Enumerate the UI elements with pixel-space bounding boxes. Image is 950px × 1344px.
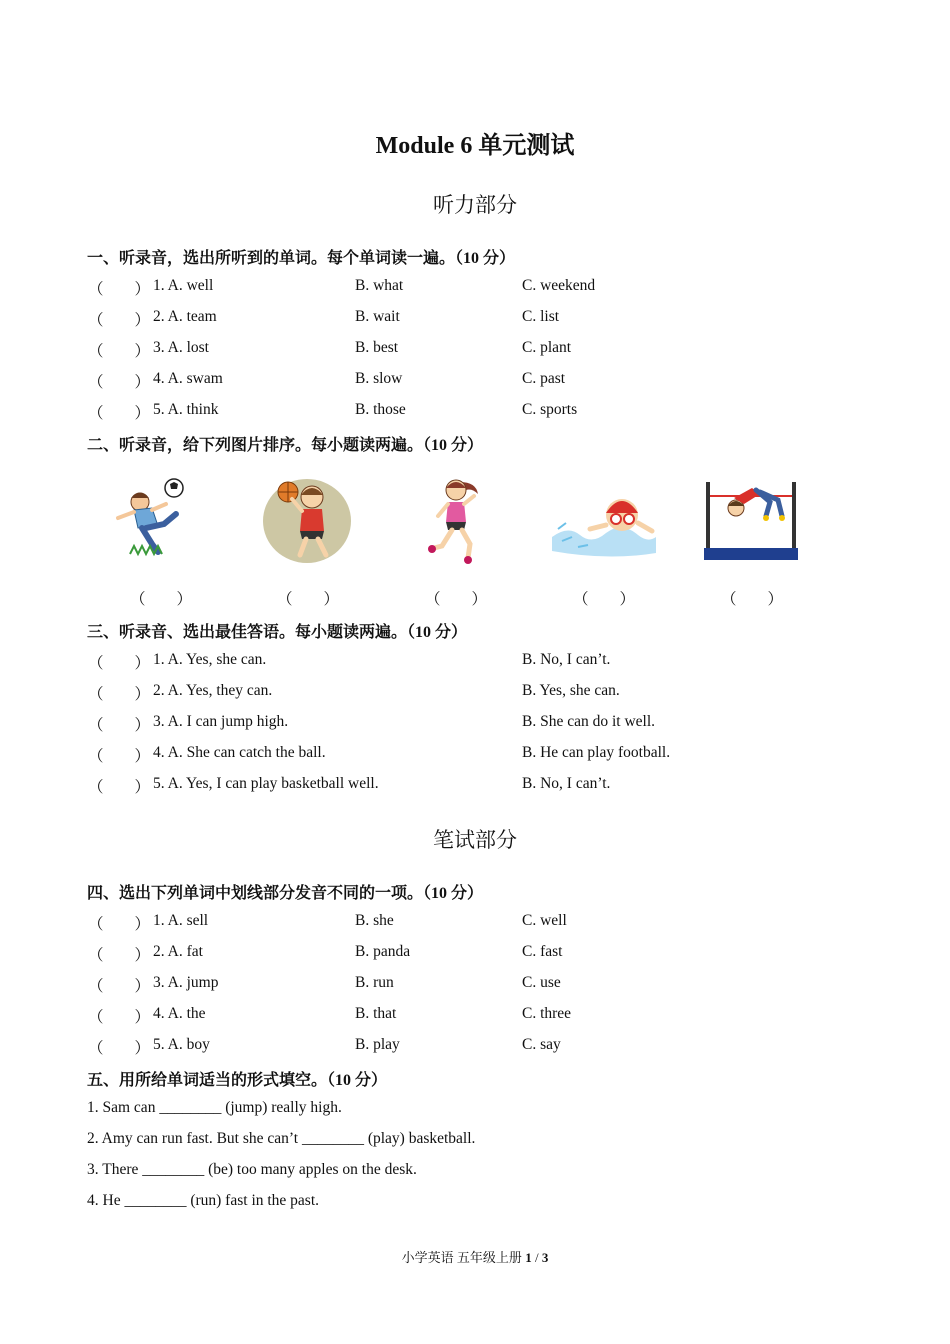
answer-blank[interactable]: （ ） bbox=[88, 343, 151, 360]
option-c: C. use bbox=[522, 974, 561, 991]
option-b: B. wait bbox=[355, 308, 400, 325]
option-b: B. those bbox=[355, 401, 406, 418]
answer-blank[interactable]: （ ） bbox=[88, 779, 151, 796]
option-c: C. well bbox=[522, 912, 567, 929]
football-kick-icon bbox=[108, 474, 200, 562]
option-b: B. she bbox=[355, 912, 394, 929]
option-a: 1. A. Yes, she can. bbox=[153, 651, 267, 668]
answer-blank[interactable]: （ ） bbox=[88, 312, 151, 329]
option-c: C. sports bbox=[522, 401, 578, 418]
swimming-boy-icon bbox=[548, 485, 660, 563]
running-girl-icon bbox=[418, 474, 488, 566]
option-a: 3. A. jump bbox=[153, 974, 219, 991]
answer-blank[interactable]: （ ） bbox=[88, 405, 151, 422]
answer-blank[interactable]: （ ） bbox=[88, 947, 151, 964]
option-c: C. list bbox=[522, 308, 560, 325]
option-a: 2. A. team bbox=[153, 308, 217, 325]
answer-blank[interactable]: （ ） bbox=[88, 916, 151, 933]
footer-page: 1 bbox=[525, 1250, 532, 1265]
option-b: B. run bbox=[355, 974, 394, 991]
answer-blank[interactable]: （ ） bbox=[88, 655, 151, 672]
option-a: 1. A. sell bbox=[153, 912, 209, 929]
option-c: C. past bbox=[522, 370, 566, 387]
option-b: B. slow bbox=[355, 370, 403, 387]
picture-blank-4[interactable]: （ ） bbox=[573, 591, 636, 608]
option-c: C. plant bbox=[522, 339, 572, 356]
option-a: 5. A. think bbox=[153, 401, 219, 418]
answer-blank[interactable]: （ ） bbox=[88, 978, 151, 995]
writing-section-title: 笔试部分 bbox=[433, 828, 517, 852]
basketball-player-icon bbox=[262, 475, 352, 565]
option-c: C. say bbox=[522, 1036, 561, 1053]
option-b: B. She can do it well. bbox=[522, 713, 656, 730]
high-jump-icon bbox=[704, 476, 798, 562]
fill-blank-sentence[interactable]: 2. Amy can run fast. But she can’t ________ (play) basketball. bbox=[87, 1130, 476, 1147]
option-a: 3. A. I can jump high. bbox=[153, 713, 289, 730]
option-b: B. No, I can’t. bbox=[522, 775, 611, 792]
listening-section-title: 听力部分 bbox=[433, 193, 517, 217]
answer-blank[interactable]: （ ） bbox=[88, 374, 151, 391]
footer-separator: / bbox=[531, 1250, 542, 1265]
picture-blank-2[interactable]: （ ） bbox=[277, 591, 340, 608]
fill-blank-sentence[interactable]: 4. He ________ (run) fast in the past. bbox=[87, 1192, 320, 1209]
option-a: 2. A. Yes, they can. bbox=[153, 682, 273, 699]
answer-blank[interactable]: （ ） bbox=[88, 1009, 151, 1026]
option-a: 4. A. swam bbox=[153, 370, 223, 387]
section3-heading: 三、听录音、选出最佳答语。每小题读两遍。（10 分） bbox=[87, 624, 468, 641]
option-c: C. weekend bbox=[522, 277, 596, 294]
option-b: B. Yes, she can. bbox=[522, 682, 620, 699]
option-a: 4. A. the bbox=[153, 1005, 206, 1022]
option-a: 1. A. well bbox=[153, 277, 214, 294]
option-a: 5. A. boy bbox=[153, 1036, 210, 1053]
section2-heading: 二、听录音，给下列图片排序。每小题读两遍。（10 分） bbox=[87, 437, 484, 454]
answer-blank[interactable]: （ ） bbox=[88, 748, 151, 765]
page-footer bbox=[0, 1247, 950, 1266]
answer-blank[interactable]: （ ） bbox=[88, 1040, 151, 1057]
option-a: 2. A. fat bbox=[153, 943, 203, 960]
option-b: B. play bbox=[355, 1036, 400, 1053]
section1-heading: 一、听录音，选出所听到的单词。每个单词读一遍。（10 分） bbox=[87, 250, 516, 267]
option-b: B. what bbox=[355, 277, 404, 294]
answer-blank[interactable]: （ ） bbox=[88, 717, 151, 734]
section5-heading: 五、用所给单词适当的形式填空。（10 分） bbox=[87, 1072, 388, 1089]
fill-blank-sentence[interactable]: 1. Sam can ________ (jump) really high. bbox=[87, 1099, 342, 1116]
answer-blank[interactable]: （ ） bbox=[88, 281, 151, 298]
option-b: B. panda bbox=[355, 943, 411, 960]
option-a: 4. A. She can catch the ball. bbox=[153, 744, 326, 761]
answer-blank[interactable]: （ ） bbox=[88, 686, 151, 703]
option-b: B. that bbox=[355, 1005, 397, 1022]
picture-blank-1[interactable]: （ ） bbox=[130, 591, 193, 608]
footer-total: 3 bbox=[541, 1250, 549, 1265]
fill-blank-sentence[interactable]: 3. There ________ (be) too many apples on the desk. bbox=[87, 1161, 417, 1178]
page-title: Module 6 单元测试 bbox=[375, 133, 575, 159]
option-c: C. three bbox=[522, 1005, 572, 1022]
footer-label: 小学英语 五年级上册 bbox=[401, 1250, 522, 1265]
option-b: B. He can play football. bbox=[522, 744, 671, 761]
picture-blank-5[interactable]: （ ） bbox=[721, 591, 784, 608]
option-a: 5. A. Yes, I can play basketball well. bbox=[153, 775, 379, 792]
option-c: C. fast bbox=[522, 943, 563, 960]
option-a: 3. A. lost bbox=[153, 339, 209, 356]
section4-heading: 四、选出下列单词中划线部分发音不同的一项。（10 分） bbox=[87, 885, 484, 902]
option-b: B. No, I can’t. bbox=[522, 651, 611, 668]
picture-blank-3[interactable]: （ ） bbox=[425, 591, 488, 608]
option-b: B. best bbox=[355, 339, 399, 356]
